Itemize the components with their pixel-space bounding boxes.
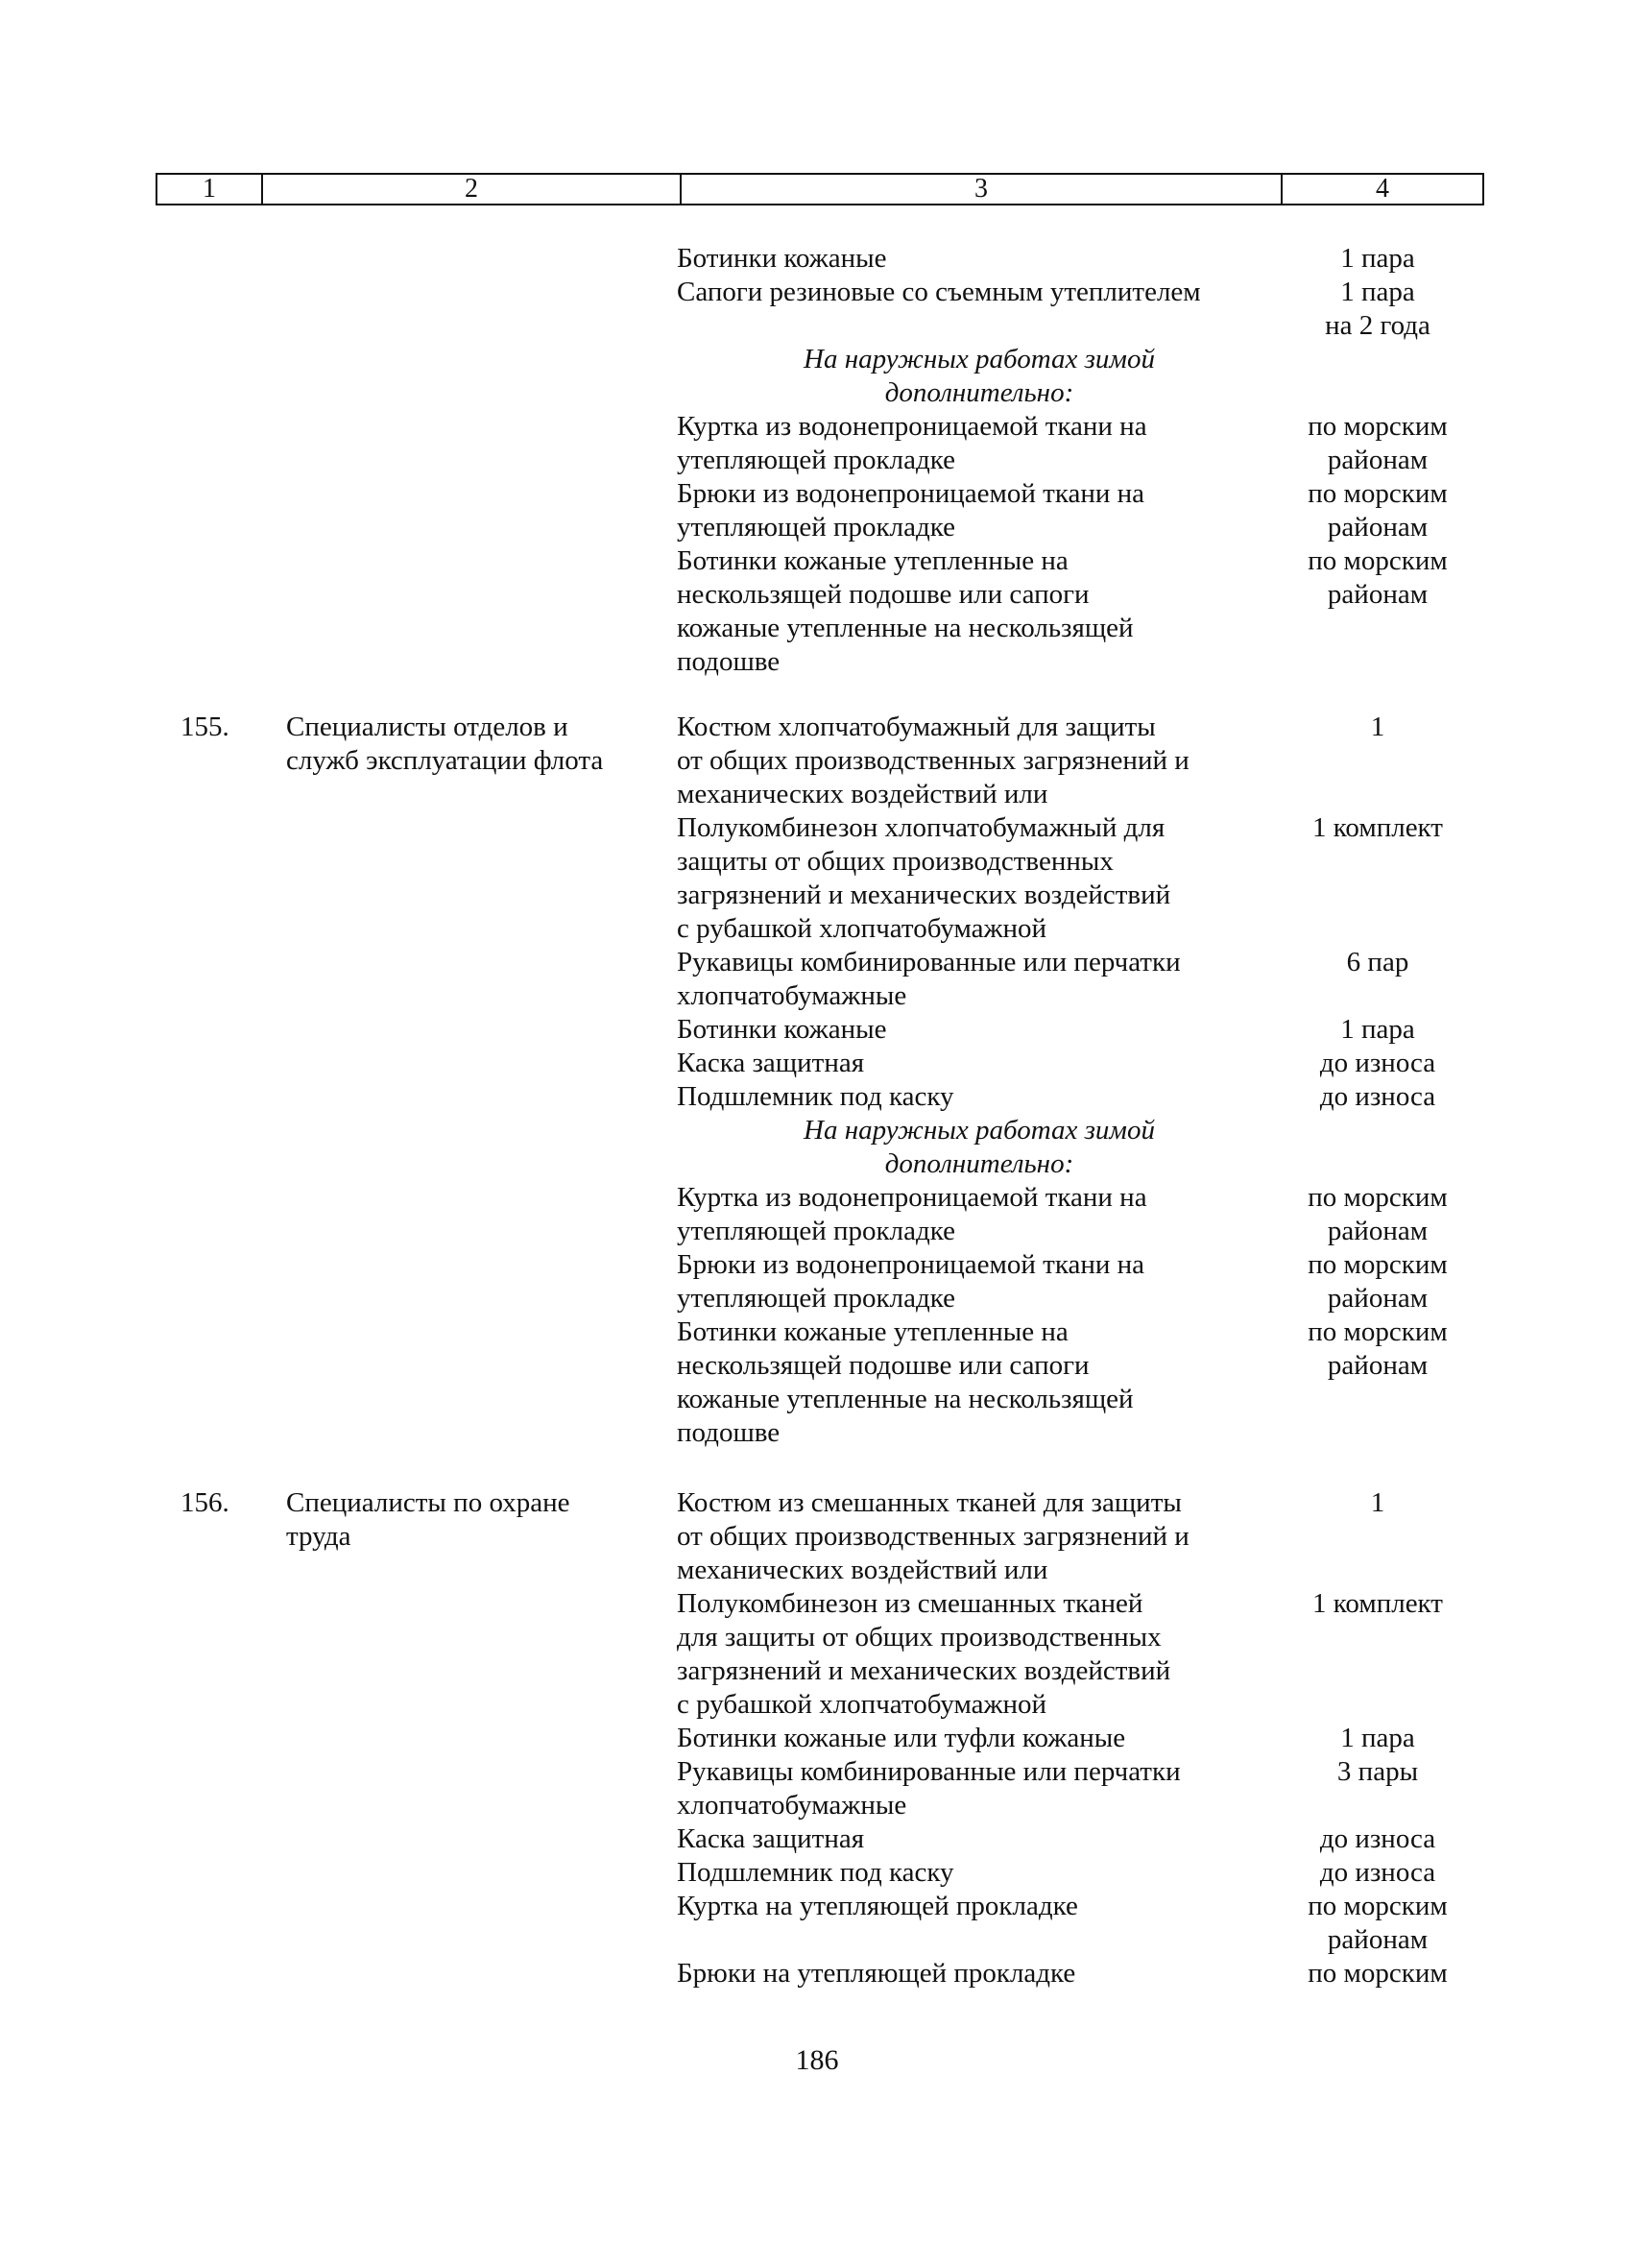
- item-line: Рукавицы комбинированные или перчатки: [677, 1756, 1181, 1787]
- page-number: 186: [795, 2044, 839, 2076]
- profession-line: Специалисты по охране: [286, 1487, 570, 1518]
- item-text: [677, 1248, 1282, 1315]
- item-line: Брюки на утепляющей прокладке: [677, 1958, 1076, 1989]
- qty-line: по морским: [1308, 545, 1448, 576]
- qty-line: до износа: [1319, 1081, 1436, 1112]
- item-text: [677, 1486, 1282, 1587]
- item-line: кожаные утепленные на нескользящей: [677, 613, 1134, 643]
- item-text: [677, 410, 1282, 477]
- subheading-line: На наружных работах зимой: [804, 1115, 1155, 1146]
- item-line: утепляющей прокладке: [677, 1216, 955, 1246]
- qty-line: районам: [1327, 1216, 1429, 1246]
- item-line: Подшлемник под каску: [677, 1857, 954, 1888]
- item-qty: [1286, 242, 1469, 276]
- item-qty: [1286, 711, 1469, 744]
- item-text: [677, 811, 1282, 946]
- subheading: [677, 343, 1282, 410]
- item-qty: [1286, 1722, 1469, 1755]
- qty-line: 1: [1370, 1487, 1385, 1518]
- qty-line: до износа: [1319, 1857, 1436, 1888]
- item-qty: [1286, 1587, 1469, 1621]
- item-line: Куртка на утепляющей прокладке: [677, 1891, 1078, 1921]
- qty-line: по морским: [1308, 1891, 1448, 1921]
- subheading-line: дополнительно:: [884, 377, 1074, 408]
- item-qty: [1286, 946, 1469, 979]
- item-line: хлопчатобумажные: [677, 1790, 907, 1821]
- item-qty: [1286, 276, 1469, 343]
- item-line: кожаные утепленные на нескользящей: [677, 1384, 1134, 1414]
- item-text: [677, 276, 1282, 309]
- profession-line: труда: [286, 1521, 351, 1552]
- item-line: Куртка из водонепроницаемой ткани на: [677, 411, 1147, 442]
- item-line: нескользящей подошве или сапоги: [677, 579, 1090, 610]
- column-header-1: 1: [203, 174, 216, 204]
- qty-line: районам: [1327, 579, 1429, 610]
- item-line: Ботинки кожаные: [677, 243, 887, 274]
- item-qty: [1286, 544, 1469, 612]
- item-line: загрязнений и механических воздействий: [677, 880, 1171, 910]
- qty-line: районам: [1327, 1283, 1429, 1314]
- item-line: Костюм из смешанных тканей для защиты: [677, 1487, 1182, 1518]
- profession-line: Специалисты отделов и: [286, 712, 568, 742]
- item-text: [677, 242, 1282, 276]
- item-line: Каска защитная: [677, 1823, 865, 1854]
- item-qty: [1286, 1486, 1469, 1520]
- item-line: с рубашкой хлопчатобумажной: [677, 913, 1047, 944]
- subheading: [677, 1114, 1282, 1181]
- item-line: хлопчатобумажные: [677, 980, 907, 1011]
- item-line: Брюки из водонепроницаемой ткани на: [677, 478, 1145, 509]
- item-text: [677, 1722, 1282, 1755]
- qty-line: 1 пара: [1340, 277, 1415, 307]
- qty-line: 1 комплект: [1312, 1588, 1443, 1619]
- item-line: Полукомбинезон хлопчатобумажный для: [677, 812, 1165, 843]
- item-line: нескользящей подошве или сапоги: [677, 1350, 1090, 1381]
- item-text: [677, 711, 1282, 811]
- qty-line: 1 пара: [1340, 1723, 1415, 1753]
- item-qty: [1286, 1822, 1469, 1856]
- item-qty: [1286, 1957, 1469, 1991]
- item-line: Сапоги резиновые со съемным утеплителем: [677, 277, 1201, 307]
- item-line: утепляющей прокладке: [677, 1283, 955, 1314]
- entry-number: 155.: [180, 712, 229, 742]
- column-header-2: 2: [261, 175, 680, 204]
- subheading-line: На наружных работах зимой: [804, 344, 1155, 374]
- item-line: утепляющей прокладке: [677, 445, 955, 475]
- item-qty: [1286, 1248, 1469, 1315]
- profession-line: служб эксплуатации флота: [286, 745, 604, 776]
- column-header-4: 4: [1281, 175, 1482, 204]
- item-text: [677, 477, 1282, 544]
- item-line: механических воздействий или: [677, 779, 1048, 809]
- item-line: для защиты от общих производственных: [677, 1622, 1162, 1653]
- item-qty: [1286, 410, 1469, 477]
- qty-line: районам: [1327, 1924, 1429, 1955]
- entry-profession: [286, 711, 670, 778]
- column-header-row: [156, 173, 1484, 205]
- item-line: подошве: [677, 1417, 781, 1448]
- item-text: [677, 1080, 1282, 1114]
- item-qty: [1286, 1181, 1469, 1248]
- item-qty: [1286, 1315, 1469, 1383]
- item-line: Костюм хлопчатобумажный для защиты: [677, 712, 1156, 742]
- item-line: Каска защитная: [677, 1048, 865, 1078]
- item-line: Рукавицы комбинированные или перчатки: [677, 947, 1181, 977]
- item-line: Ботинки кожаные утепленные на: [677, 545, 1069, 576]
- qty-line: по морским: [1308, 1958, 1448, 1989]
- qty-line: по морским: [1308, 411, 1448, 442]
- qty-line: районам: [1327, 512, 1429, 543]
- item-qty: [1286, 1080, 1469, 1114]
- qty-line: 6 пар: [1346, 947, 1409, 977]
- item-text: [677, 1587, 1282, 1722]
- qty-line: по морским: [1308, 1249, 1448, 1280]
- entry-number: 156.: [180, 1487, 229, 1518]
- item-text: [677, 1315, 1282, 1450]
- item-text: [677, 1181, 1282, 1248]
- qty-line: до износа: [1319, 1823, 1436, 1854]
- item-line: Подшлемник под каску: [677, 1081, 954, 1112]
- item-qty: [1286, 1856, 1469, 1890]
- item-qty: [1286, 477, 1469, 544]
- qty-line: по морским: [1308, 1316, 1448, 1347]
- item-text: [677, 1957, 1282, 1991]
- qty-line: по морским: [1308, 478, 1448, 509]
- item-text: [677, 1755, 1282, 1822]
- item-line: Полукомбинезон из смешанных тканей: [677, 1588, 1143, 1619]
- qty-line: районам: [1327, 445, 1429, 475]
- qty-line: 1: [1370, 712, 1385, 742]
- item-line: Ботинки кожаные: [677, 1014, 887, 1045]
- qty-line: 1 комплект: [1312, 812, 1443, 843]
- item-line: механических воздействий или: [677, 1555, 1048, 1585]
- entry-profession: [286, 1486, 670, 1554]
- qty-line: на 2 года: [1325, 310, 1430, 341]
- column-header-3: 3: [680, 175, 1281, 204]
- item-qty: [1286, 811, 1469, 845]
- item-line: загрязнений и механических воздействий: [677, 1655, 1171, 1686]
- qty-line: 1 пара: [1340, 1014, 1415, 1045]
- item-text: [677, 544, 1282, 679]
- qty-line: по морским: [1308, 1182, 1448, 1213]
- item-qty: [1286, 1890, 1469, 1957]
- item-qty: [1286, 1013, 1469, 1047]
- subheading-line: дополнительно:: [884, 1148, 1074, 1179]
- item-line: защиты от общих производственных: [677, 846, 1114, 877]
- item-text: [677, 1822, 1282, 1856]
- item-text: [677, 946, 1282, 1013]
- qty-line: до износа: [1319, 1048, 1436, 1078]
- item-line: с рубашкой хлопчатобумажной: [677, 1689, 1047, 1720]
- item-text: [677, 1890, 1282, 1923]
- qty-line: 3 пары: [1336, 1756, 1419, 1787]
- item-text: [677, 1856, 1282, 1890]
- item-qty: [1286, 1047, 1469, 1080]
- item-line: Ботинки кожаные или туфли кожаные: [677, 1723, 1126, 1753]
- item-line: от общих производственных загрязнений и: [677, 1521, 1189, 1552]
- item-qty: [1286, 1755, 1469, 1789]
- qty-line: 1 пара: [1340, 243, 1415, 274]
- item-line: от общих производственных загрязнений и: [677, 745, 1189, 776]
- item-line: Брюки из водонепроницаемой ткани на: [677, 1249, 1145, 1280]
- item-text: [677, 1013, 1282, 1047]
- qty-line: районам: [1327, 1350, 1429, 1381]
- item-text: [677, 1047, 1282, 1080]
- item-line: Куртка из водонепроницаемой ткани на: [677, 1182, 1147, 1213]
- item-line: утепляющей прокладке: [677, 512, 955, 543]
- item-line: Ботинки кожаные утепленные на: [677, 1316, 1069, 1347]
- item-line: подошве: [677, 646, 781, 677]
